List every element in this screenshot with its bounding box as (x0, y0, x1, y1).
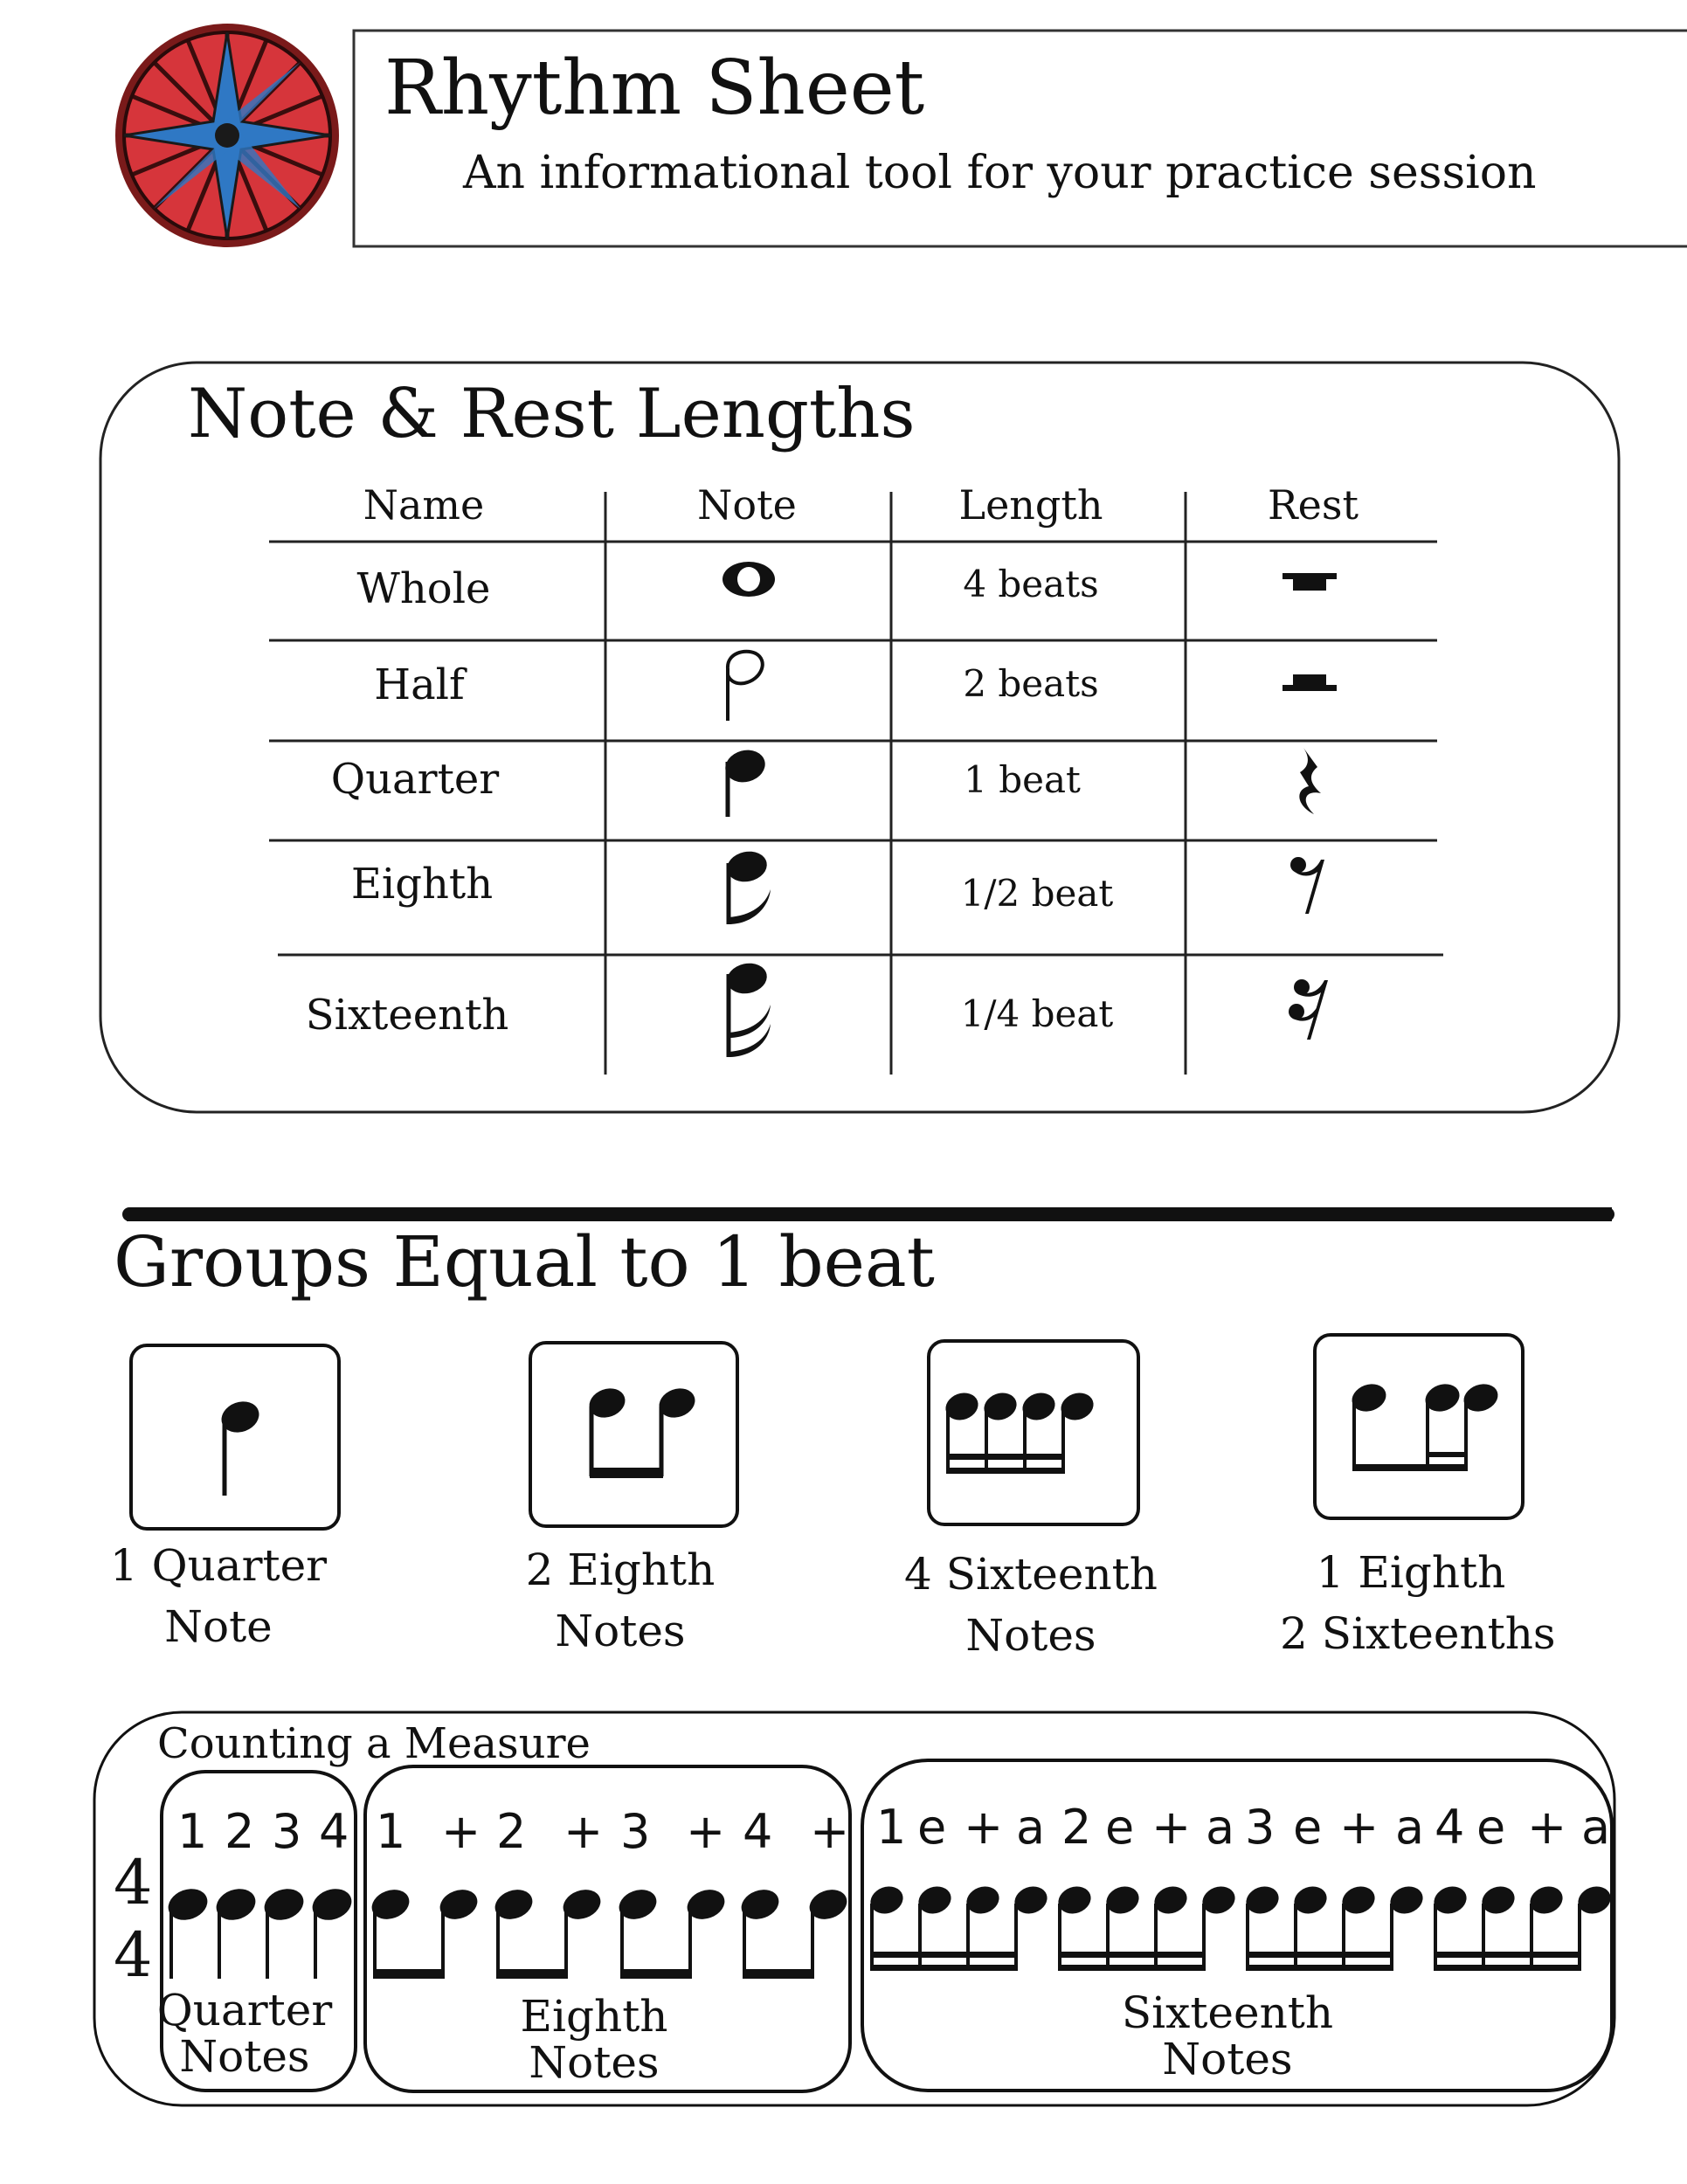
count-sixteenth: 4 (1435, 1800, 1465, 1855)
column-header-name: Name (363, 481, 485, 529)
count-eighth: + (441, 1804, 481, 1859)
column-header-length: Length (958, 481, 1103, 529)
count-sixteenth: e (917, 1800, 947, 1855)
row-name-sixteenth: Sixteenth (305, 991, 509, 1040)
half-rest-icon (1283, 674, 1337, 691)
sixteenth-rest-icon (1289, 979, 1328, 1040)
group-caption-line: 4 Sixteenth (904, 1549, 1158, 1600)
column-header-note: Note (697, 481, 797, 529)
time-signature-bottom: 4 (114, 1919, 153, 1991)
count-eighth: + (563, 1804, 604, 1859)
two-eighth-notes-icon (585, 1384, 699, 1478)
quarter-rest-icon (1299, 748, 1321, 814)
sixteenth-note-icon (724, 960, 771, 1057)
count-caption-line: Quarter (156, 1985, 333, 2035)
count-sixteenth: e (1105, 1800, 1135, 1855)
row-name-eighth: Eighth (350, 860, 494, 909)
count-eighth: 4 (743, 1804, 773, 1859)
group-caption-line: 2 Sixteenths (1280, 1608, 1556, 1659)
four-sixteenth-notes-icon (942, 1388, 1097, 1474)
count-sixteenth: a (1581, 1800, 1611, 1855)
count-sixteenth: e (1476, 1800, 1506, 1855)
count-sixteenth: + (964, 1800, 1004, 1855)
page-title: Rhythm Sheet (384, 45, 925, 132)
counting-eighth-notes (368, 1884, 851, 1979)
row-length-eighth: 1/2 beat (960, 872, 1114, 915)
group-caption-line: 1 Quarter (109, 1540, 328, 1591)
group-caption-quarter (87, 1535, 349, 1657)
whole-rest-icon (1283, 573, 1337, 591)
group-box-eighths (530, 1343, 737, 1526)
count-sixteenth: + (1527, 1800, 1567, 1855)
quarter-notes-label (144, 1985, 345, 2082)
group-caption-line: 2 Eighth (525, 1545, 716, 1595)
quarter-note-group-icon (218, 1397, 264, 1496)
groups-section-title: Groups Equal to 1 beat (114, 1221, 935, 1303)
row-name-half: Half (374, 660, 465, 709)
group-caption-line: 1 Eighth (1316, 1547, 1506, 1598)
group-box-quarter (131, 1345, 339, 1529)
count-eighth: 3 (620, 1804, 651, 1859)
row-name-whole: Whole (356, 564, 491, 613)
count-caption-line: Eighth (520, 1991, 668, 2042)
row-length-sixteenth: 1/4 beat (960, 992, 1114, 1035)
half-note-icon (728, 652, 763, 721)
row-length-half: 2 beats (963, 662, 1099, 705)
row-length-whole: 4 beats (963, 563, 1099, 605)
count-sixteenth: 3 (1245, 1800, 1276, 1855)
count-eighth: + (810, 1804, 850, 1859)
group-box-sixteenths (929, 1341, 1138, 1524)
count-sixteenth: 2 (1061, 1800, 1092, 1855)
count-caption-line: Notes (1162, 2033, 1293, 2084)
count-sixteenth: + (1339, 1800, 1379, 1855)
row-name-quarter: Quarter (330, 755, 500, 804)
quarter-note-icon (722, 746, 769, 817)
count-eighth: 1 (376, 1804, 406, 1859)
counting-quarter-notes (164, 1883, 356, 1979)
group-box-mixed (1315, 1335, 1523, 1518)
count-quarter: 3 (272, 1804, 302, 1859)
group-caption-line: Notes (555, 1606, 686, 1656)
count-sixteenth: a (1206, 1800, 1235, 1855)
count-eighth: 2 (496, 1804, 527, 1859)
group-caption-mixed (1280, 1542, 1556, 1664)
row-length-quarter: 1 beat (964, 758, 1081, 801)
page-subtitle: An informational tool for your practice session (463, 147, 1537, 199)
group-caption-sixteenths (900, 1544, 1162, 1666)
eighth-notes-label (489, 1991, 699, 2088)
count-quarter: 2 (225, 1804, 255, 1859)
count-caption-line: Sixteenth (1121, 1987, 1334, 2038)
group-caption-eighths (489, 1539, 751, 1662)
count-quarter: 1 (177, 1804, 208, 1859)
counting-section-title: Counting a Measure (157, 1719, 591, 1768)
group-caption-line: Note (164, 1601, 273, 1652)
count-sixteenth: 1 (876, 1800, 907, 1855)
count-caption-line: Notes (529, 2036, 660, 2088)
count-caption-line: Notes (179, 2030, 310, 2082)
count-sixteenth: a (1395, 1800, 1425, 1855)
count-eighth: + (686, 1804, 726, 1859)
eighth-rest-icon (1290, 857, 1324, 914)
compass-rose-logo (115, 24, 339, 247)
counting-sixteenth-notes (867, 1882, 1614, 1971)
eighth-note-icon (724, 848, 771, 924)
column-header-rest: Rest (1268, 481, 1359, 529)
count-sixteenth: + (1151, 1800, 1192, 1855)
count-quarter: 4 (319, 1804, 349, 1859)
whole-note-icon (723, 562, 775, 597)
group-caption-line: Notes (965, 1610, 1096, 1661)
lengths-section-title: Note & Rest Lengths (188, 375, 916, 453)
time-signature-top: 4 (114, 1847, 153, 1918)
count-sixteenth: e (1293, 1800, 1323, 1855)
eighth-two-sixteenths-icon (1348, 1379, 1502, 1471)
sixteenth-notes-label (1096, 1987, 1359, 2084)
count-sixteenth: a (1016, 1800, 1046, 1855)
